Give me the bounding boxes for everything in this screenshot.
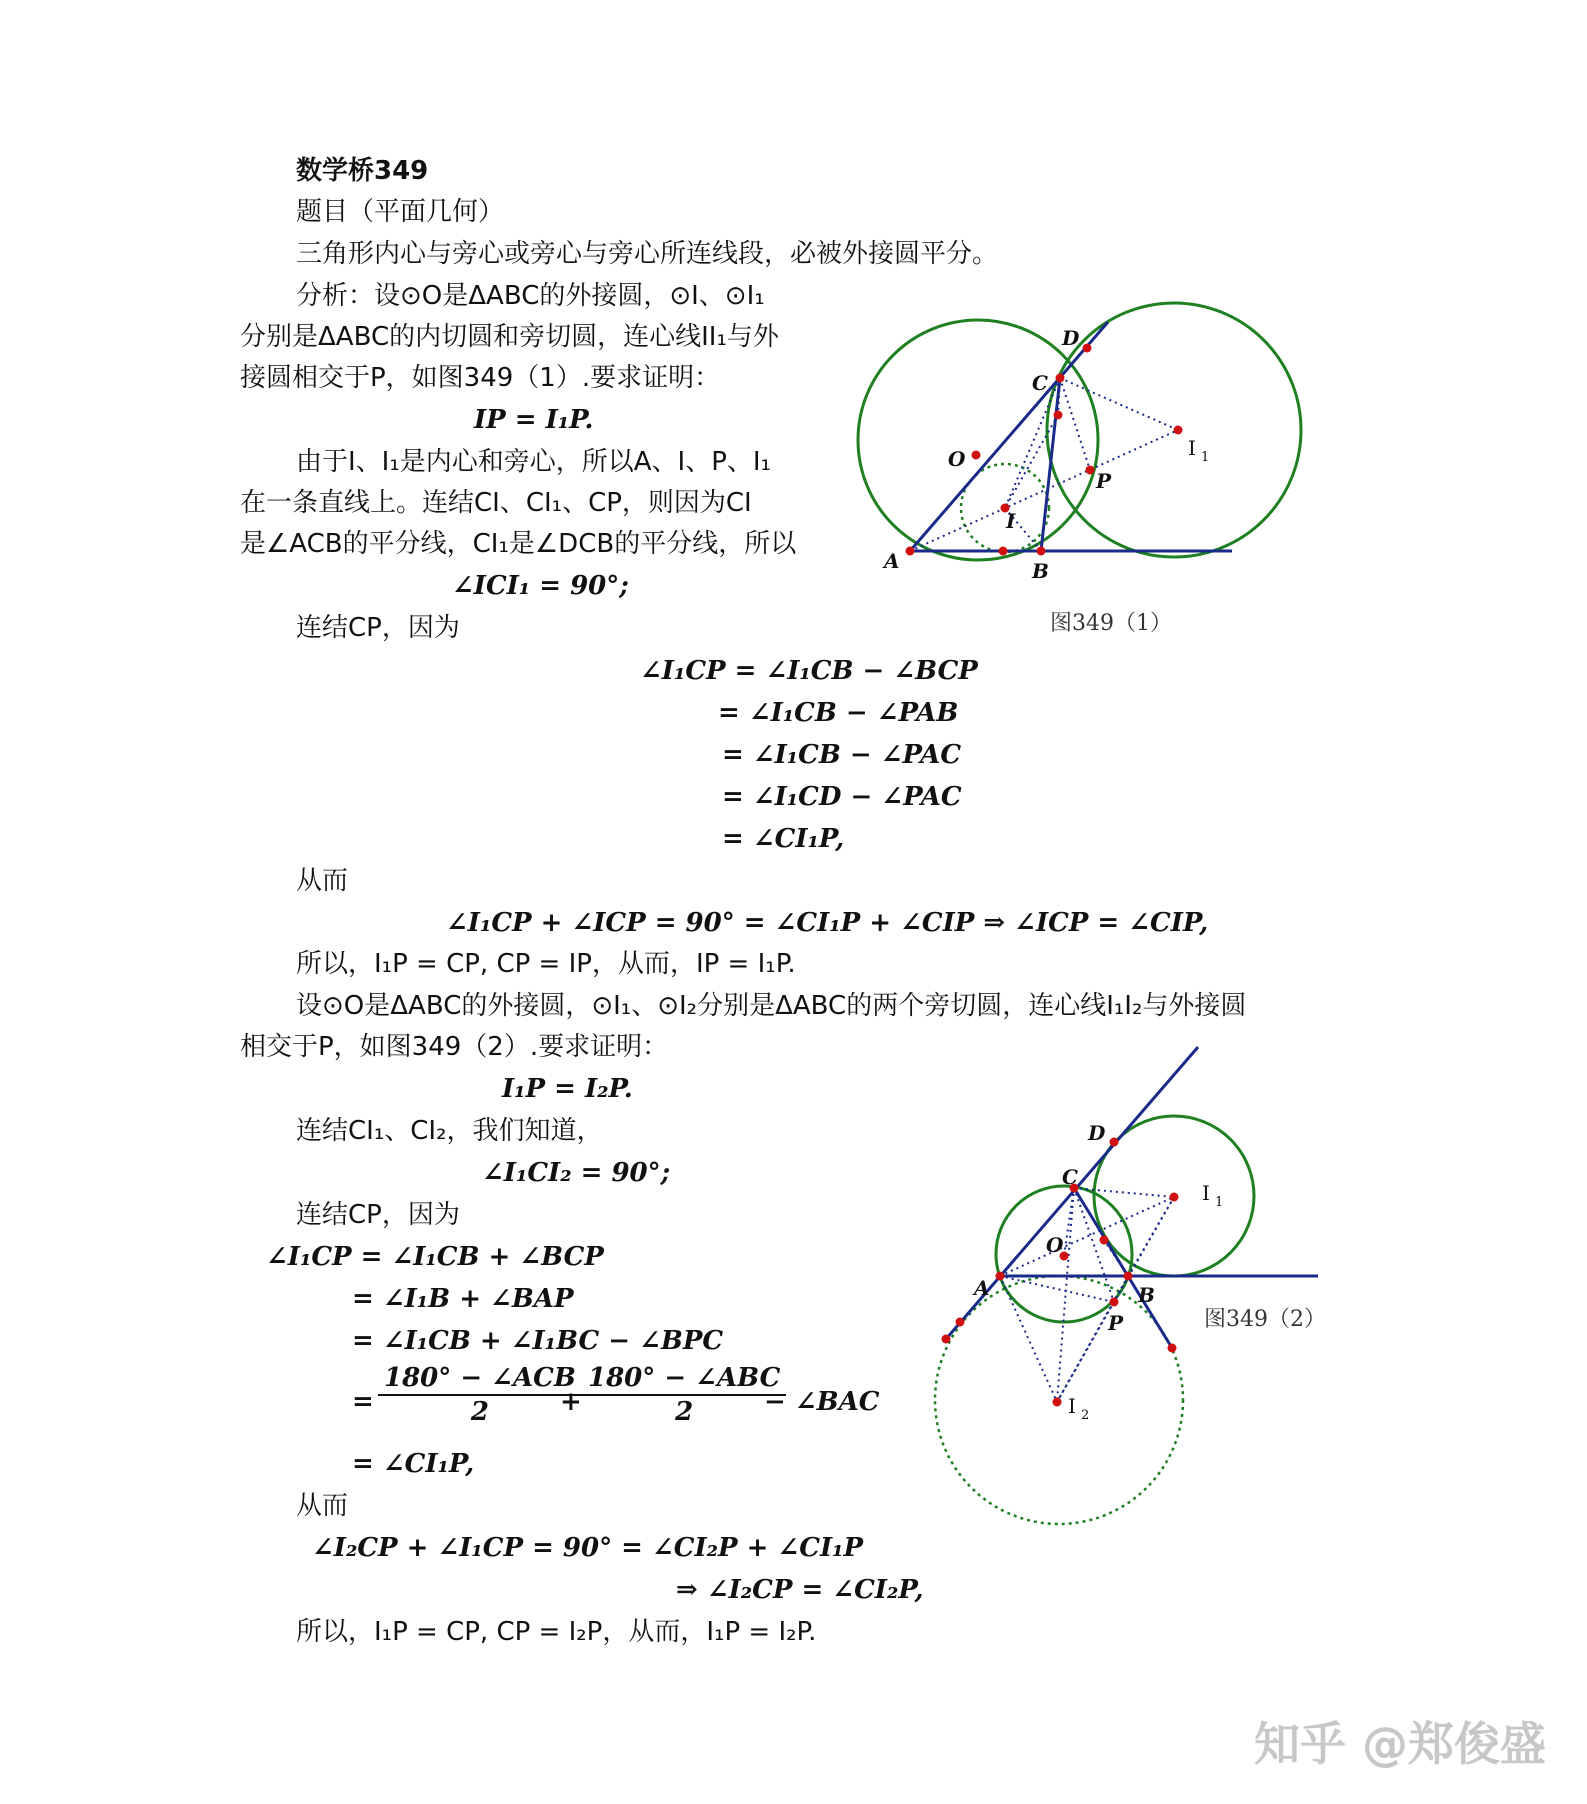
point-b-ext [1168, 1344, 1177, 1353]
setup-line-2: 相交于P，如图349（2）.要求证明： [240, 1032, 669, 1062]
reason-line-1: 由于I、I₁是内心和旁心，所以A、I、P、I₁ [296, 447, 771, 477]
equation-suffix: − ∠BAC [764, 1387, 880, 1417]
right-angle-equation-2: ∠I₁CI₂ = 90°; [482, 1158, 671, 1188]
label-c: C [1032, 371, 1048, 395]
label-p: P [1096, 469, 1112, 493]
goal-equation-1: IP = I₁P. [474, 405, 594, 435]
label-b: B [1138, 1283, 1155, 1307]
equation-line: = ∠I₁CB − ∠PAB [718, 698, 959, 728]
conclusion-2: 所以，I₁P = CP, CP = I₂P，从而，I₁P = I₂P. [296, 1617, 817, 1647]
sum-equation-2: ∠I₂CP + ∠I₁CP = 90° = ∠CI₂P + ∠CI₁P [312, 1533, 864, 1563]
label-c: C [1062, 1165, 1078, 1189]
label-i2-subscript: 2 [1081, 1408, 1090, 1423]
point-i1 [1170, 1193, 1179, 1202]
label-i2: I [1068, 1394, 1076, 1418]
equation-prefix: = [352, 1387, 374, 1417]
fraction-2-numerator: 180° − ∠ABC [582, 1362, 786, 1396]
label-i1-subscript: 1 [1201, 450, 1210, 465]
label-i: I [1006, 509, 1016, 533]
right-angle-equation-1: ∠ICI₁ = 90°; [452, 571, 629, 601]
equation-line: = ∠CI₁P, [722, 824, 845, 854]
point-p [1110, 1298, 1119, 1307]
label-d: D [1088, 1121, 1106, 1145]
label-a: A [884, 549, 900, 573]
connect-cp-1: 连结CP，因为 [296, 613, 460, 643]
watermark: 知乎 @郑俊盛 [1254, 1717, 1547, 1771]
point-d [1110, 1138, 1119, 1147]
equation-line: = ∠CI₁P, [352, 1449, 475, 1479]
connect-cp-2: 连结CP，因为 [296, 1200, 460, 1230]
point-a [996, 1272, 1005, 1281]
label-i1: I [1202, 1181, 1210, 1205]
equation-line: = ∠I₁B + ∠BAP [352, 1284, 574, 1314]
reason-line-3: 是∠ACB的平分线，CI₁是∠DCB的平分线，所以 [240, 529, 797, 559]
page-title: 数学桥349 [296, 156, 429, 186]
analysis-line-2: 分别是ΔABC的内切圆和旁切圆，连心线II₁与外 [240, 322, 779, 352]
label-d: D [1062, 326, 1080, 350]
equation-line: = ∠I₁CD − ∠PAC [722, 782, 962, 812]
point-cb [1100, 1236, 1109, 1245]
figure-2-caption: 图349（2） [1204, 1307, 1326, 1332]
label-o: O [1046, 1233, 1064, 1257]
equation-line: ∠I₁CP = ∠I₁CB − ∠BCP [640, 656, 978, 686]
label-b: B [1032, 559, 1049, 583]
plus-sign: + [560, 1387, 582, 1417]
fraction-1-numerator: 180° − ∠ACB [378, 1362, 582, 1396]
implication-2: ⇒ ∠I₂CP = ∠CI₂P, [676, 1575, 924, 1605]
figure-1-caption: 图349（1） [1050, 611, 1172, 636]
problem-statement: 三角形内心与旁心或旁心与旁心所连线段，必被外接圆平分。 [296, 239, 999, 269]
fraction-1-denominator: 2 [470, 1397, 489, 1427]
conclusion-1: 所以，I₁P = CP, CP = IP，从而，IP = I₁P. [296, 949, 796, 979]
problem-topic: 题目（平面几何） [296, 197, 505, 227]
point-b [1124, 1272, 1133, 1281]
label-p: P [1108, 1311, 1124, 1335]
point-a-ext-2 [942, 1335, 951, 1344]
label-a: A [974, 1276, 990, 1300]
connect-line-2: 连结CI₁、CI₂，我们知道， [296, 1116, 603, 1146]
fraction-2-denominator: 2 [675, 1397, 694, 1427]
dotted-a-p [1000, 1276, 1114, 1302]
analysis-line-1: 分析：设⊙O是ΔABC的外接圆，⊙I、⊙I₁ [296, 281, 765, 311]
label-o: O [948, 447, 966, 471]
setup-line-1: 设⊙O是ΔABC的外接圆，⊙I₁、⊙I₂分别是ΔABC的两个旁切圆，连心线I₁I₂与外接圆 [296, 991, 1247, 1021]
analysis-line-3: 接圆相交于P，如图349（1）.要求证明： [240, 363, 721, 393]
equation-line: = ∠I₁CB − ∠PAC [722, 740, 962, 770]
equation-line: = ∠I₁CB + ∠I₁BC − ∠BPC [352, 1326, 724, 1356]
label-i1: I [1188, 436, 1196, 460]
goal-equation-2: I₁P = I₂P. [502, 1074, 633, 1104]
point-i2 [1053, 1398, 1062, 1407]
thus-1: 从而 [296, 866, 349, 896]
reason-line-2: 在一条直线上。连结CI、CI₁、CP，则因为CI [240, 488, 752, 518]
dotted-c-i2 [1057, 1188, 1074, 1402]
sum-equation-1: ∠I₁CP + ∠ICP = 90° = ∠CI₁P + ∠CIP ⇒ ∠ICP = ∠CIP, [446, 908, 1209, 938]
thus-2: 从而 [296, 1491, 349, 1521]
point-a-ext-1 [956, 1318, 965, 1327]
equation-line: ∠I₁CP = ∠I₁CB + ∠BCP [266, 1242, 604, 1272]
label-i1-subscript: 1 [1215, 1195, 1224, 1210]
